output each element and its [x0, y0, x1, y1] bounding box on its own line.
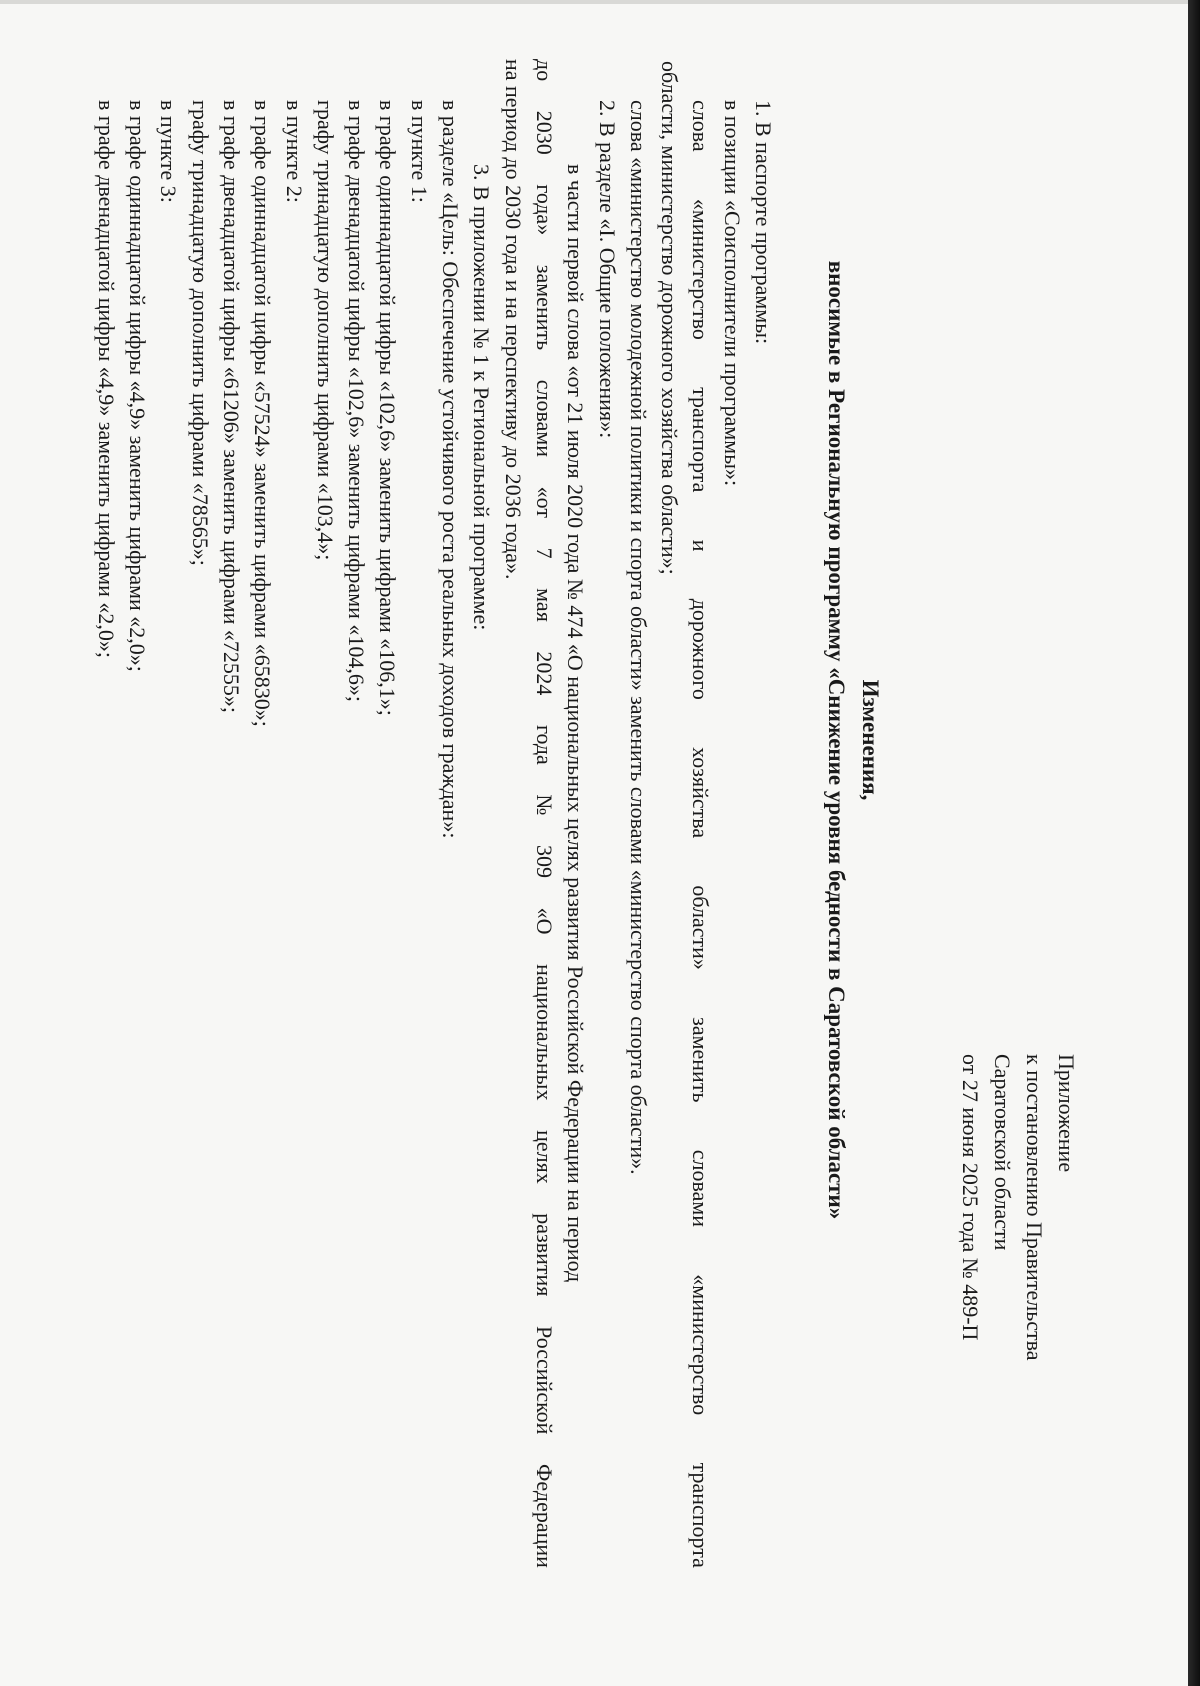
word: словами — [531, 379, 557, 458]
appendix-line-1: Приложение — [1054, 1054, 1079, 1173]
section-2-heading: 2. В разделе «I. Общие положения»: — [594, 100, 620, 439]
justified-line-ministry — [685, 100, 716, 1568]
body-line: в части первой слова «от 21 июля 2020 года № 474 «О национальных целях развития Российской Федерации на период — [563, 164, 589, 1283]
body-line: в позиции «Соисполнители программы»: — [719, 100, 745, 487]
word: № — [531, 794, 557, 816]
document-body — [90, 59, 779, 1568]
body-line: графу тринадцатую дополнить цифрами «78565»; — [187, 100, 213, 566]
word: года — [531, 725, 557, 765]
word: «министерство — [688, 198, 714, 340]
word: слова — [688, 100, 714, 152]
word: целях — [531, 1130, 557, 1184]
appendix-line-4: от 27 июня 2025 года № 489-П — [958, 1054, 983, 1341]
document-title — [819, 60, 887, 1420]
word: 7 — [531, 547, 557, 559]
word: 309 — [531, 845, 557, 878]
body-line: в графе одиннадцатой цифры «57524» заменить цифрами «65830»; — [250, 100, 276, 727]
word: дорожного — [688, 598, 714, 700]
appendix-header — [954, 1054, 1082, 1574]
word: развития — [531, 1213, 557, 1297]
appendix-line-3: Саратовской области — [990, 1054, 1015, 1251]
word: области» — [688, 885, 714, 970]
title-line-1: Изменения, — [858, 679, 883, 801]
word: заменить — [531, 264, 557, 351]
body-line: в графе двенадцатой цифры «61206» заменить цифрами «72555»; — [218, 100, 244, 714]
body-line: на период до 2030 года и на перспективу до 2036 года». — [500, 59, 526, 580]
word: Федерации — [531, 1464, 557, 1568]
item-heading: в пункте 1: — [406, 100, 432, 203]
body-line: в графе одиннадцатой цифры «4,9» заменить цифрами «2,0»; — [125, 100, 151, 672]
justified-line-decree — [529, 59, 560, 1568]
body-line: в графе двенадцатой цифры «102,6» заменить цифрами «104,6»; — [344, 100, 370, 703]
body-line: в графе одиннадцатой цифры «102,6» заменить цифрами «106,1»; — [375, 100, 401, 716]
word: 2024 — [531, 651, 557, 696]
word: «от — [531, 486, 557, 518]
word: транспорта — [688, 1462, 714, 1568]
word: словами — [688, 1149, 714, 1228]
word: транспорта — [688, 387, 714, 493]
section-1-heading: 1. В паспорте программы: — [751, 100, 776, 345]
word: 2030 — [531, 110, 557, 155]
title-line-2: вносимые в Региональную программу «Снижение уровня бедности в Саратовской области» — [824, 260, 849, 1220]
body-line: в разделе «Цель: Обеспечение устойчивого роста реальных доходов граждан»: — [438, 100, 464, 839]
body-line: в графе двенадцатой цифры «4,9» заменить цифрами «2,0»; — [93, 100, 119, 659]
word: заменить — [688, 1017, 714, 1103]
item-heading: в пункте 2: — [281, 100, 307, 203]
word: и — [688, 539, 714, 552]
word: мая — [531, 588, 557, 622]
word: «О — [531, 907, 557, 935]
word: до — [531, 59, 557, 82]
word: «министерство — [688, 1274, 714, 1416]
body-line: слова «министерство молодежной политики и спорта области» заменить словами «министерство спорта области». — [625, 100, 651, 1175]
appendix-line-2: к постановлению Правительства — [1022, 1054, 1047, 1361]
word: года» — [531, 184, 557, 236]
body-line: области, министерство дорожного хозяйства области»; — [657, 61, 683, 575]
item-heading: в пункте 3: — [156, 100, 182, 203]
body-line: графу тринадцатую дополнить цифрами «103,4»; — [312, 100, 338, 561]
word: хозяйства — [688, 747, 714, 839]
word: национальных — [531, 964, 557, 1101]
word: Российской — [531, 1326, 557, 1435]
section-3-heading: 3. В приложении № 1 к Региональной программе: — [469, 164, 495, 631]
